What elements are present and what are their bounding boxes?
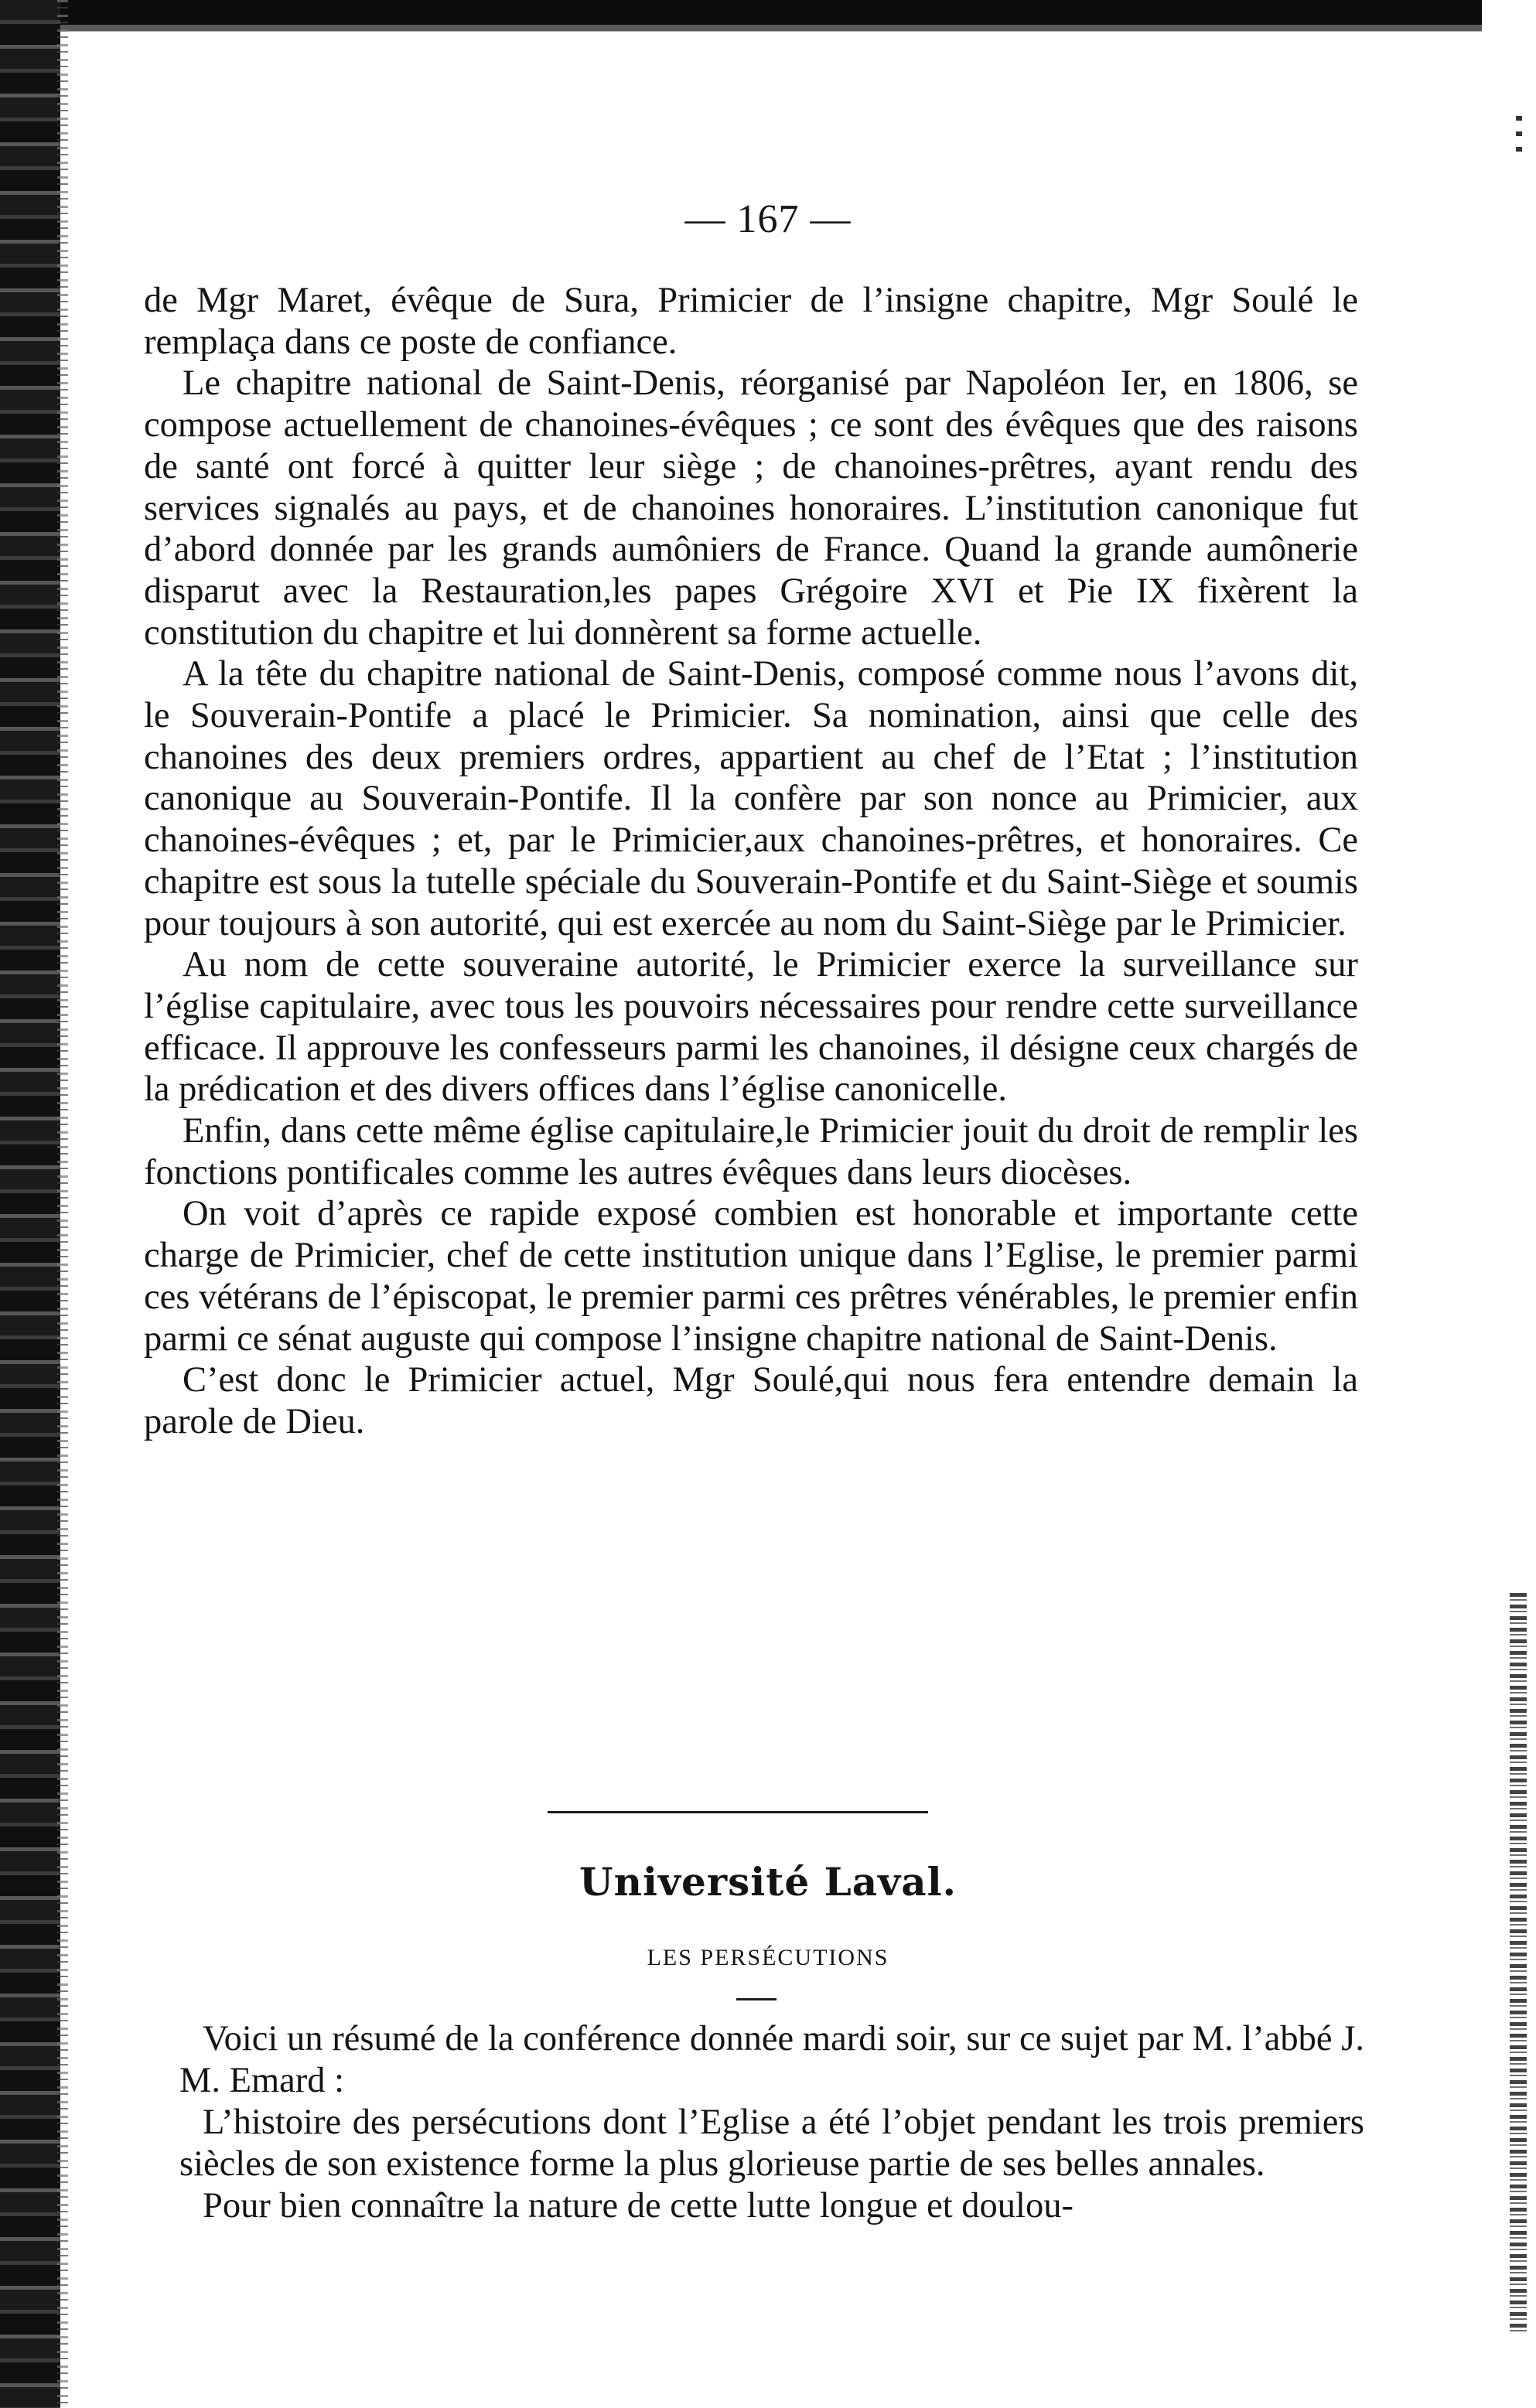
paragraph: Voici un résumé de la conférence donnée mardi soir, sur ce sujet par M. l’abbé J. M. Emard : [179, 2019, 1364, 2100]
section-divider [548, 1811, 928, 1813]
paragraph: Enfin, dans cette même église capitulaire,le Primicier jouit du droit de remplir les fonctions pontificales comme les autres évêques dans leurs diocèses. [144, 1111, 1358, 1192]
paragraph: On voit d’après ce rapide exposé combien est honorable et importante cette charge de Primicier, chef de cette institution unique dans l’Eglise, le premier parmi ces vétérans de l’épiscopat, le premier parmi ces prêtres vénérables, le premier enfin parmi ce sénat auguste qui compose l’insigne chapitre national de Saint-Denis. [144, 1194, 1358, 1359]
paragraph: A la tête du chapitre national de Saint-Denis, composé comme nous l’avons dit, le Souverain-Pontife a placé le Primicier. Sa nomination, ainsi que celle des chanoines des deux premiers ordres, appartient au chef de l’Etat ; l’institution canonique au Souverain-Pontife. Il la confère par son nonce au Primicier, aux chanoines-évêques ; et, par le Primicier,aux chanoines-prêtres, et honoraires. Ce chapitre est sous la tutelle spéciale du Souverain-Pontife et du Saint-Siège et soumis pour toujours à son autorité, qui est exercée au nom du Saint-Siège par le Primicier. [144, 654, 1358, 943]
page-number: — 167 — [684, 197, 852, 241]
subtitle-rule [736, 1998, 777, 2000]
section-subtitle: LES PERSÉCUTIONS [647, 1945, 889, 1970]
paragraph: Le chapitre national de Saint-Denis, réorganisé par Napoléon Ier, en 1806, se compose actuellement de chanoines-évêques ; ce sont des évêques que des raisons de santé ont forcé à quitter leur siège ; de chanoines-prêtres, ayant rendu des services signalés au pays, et de chanoines honoraires. L’institution canonique fut d’abord donnée par les grands aumôniers de France. Quand la grande aumônerie disparut avec la Restauration,les papes Grégoire XVI et Pie IX fixèrent la constitution du chapitre et lui donnèrent sa forme actuelle. [144, 363, 1358, 653]
paragraph: C’est donc le Primicier actuel, Mgr Soulé,qui nous fera entendre demain la parole de Dieu. [144, 1360, 1358, 1441]
section-body [179, 2018, 1364, 2227]
paragraph: L’histoire des persécutions dont l’Eglise a été l’objet pendant les trois premiers siècles de son existence forme la plus glorieuse partie de ses belles annales. [179, 2103, 1364, 2184]
paragraph: Au nom de cette souveraine autorité, le Primicier exerce la surveillance sur l’église capitulaire, avec tous les pouvoirs nécessaires pour rendre cette surveillance efficace. Il approuve les confesseurs parmi les chanoines, il désigne ceux chargés de la prédication et des divers offices dans l’église canonicelle. [144, 945, 1358, 1110]
paragraph: Pour bien connaître la nature de cette lutte longue et doulou- [203, 2186, 1073, 2226]
article-body [144, 280, 1358, 1443]
section-title: Université Laval. [579, 1859, 957, 1905]
paragraph: de Mgr Maret, évêque de Sura, Primicier de l’insigne chapitre, Mgr Soulé le remplaça dans ce poste de confiance. [144, 281, 1358, 362]
